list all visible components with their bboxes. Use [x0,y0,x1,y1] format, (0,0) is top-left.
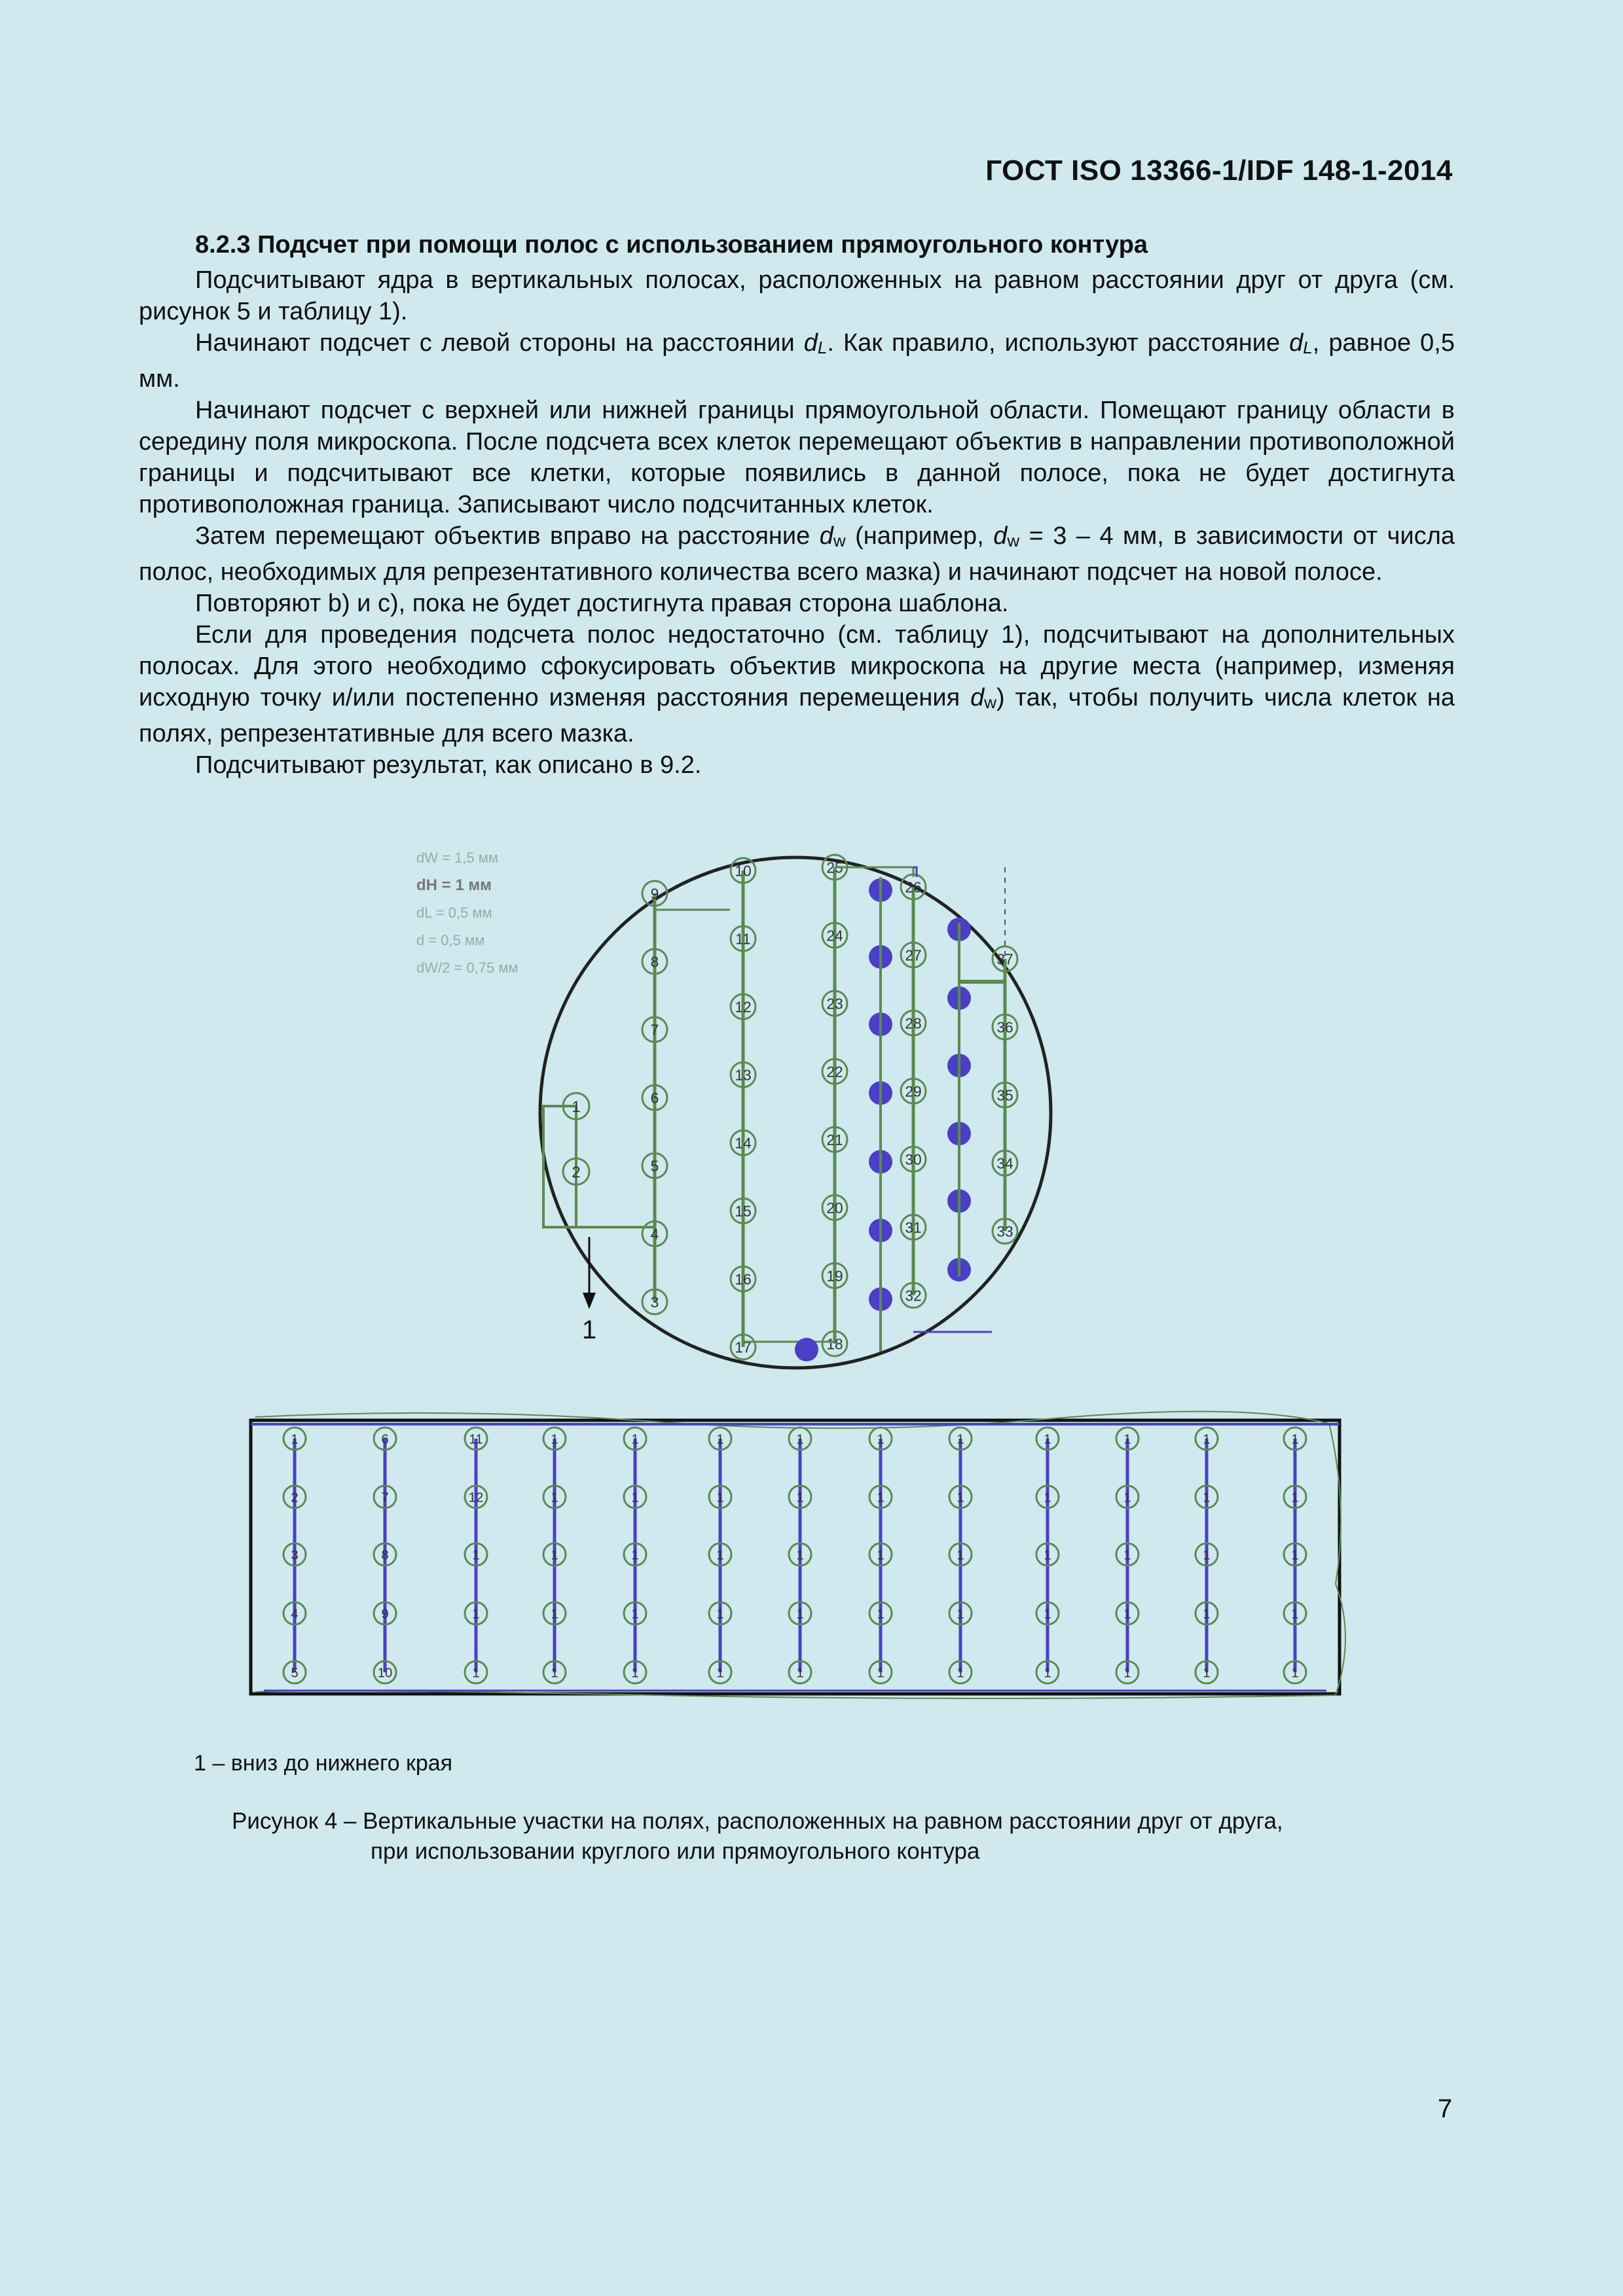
p4-symbol: d [819,522,833,550]
section-title: 8.2.3 Подсчет при помощи полос с использованием прямоугольного контура [195,231,1148,259]
circle-marker-12-label: 12 [735,998,752,1016]
rect-marker-3-3-label: 1 [472,1548,480,1563]
rect-marker-1-3-label: 3 [291,1548,299,1563]
rect-marker-8-2-label: 1 [877,1490,884,1505]
circle-marker-5-label: 5 [650,1157,659,1175]
rect-marker-9-1-label: 1 [957,1432,964,1447]
legend-item: dH = 1 мм [416,876,492,894]
circle-marker-25-label: 25 [826,859,843,876]
rect-marker-13-2-label: 1 [1291,1490,1299,1505]
circle-marker-8-label: 8 [650,953,659,971]
rect-marker-10-1-label: 1 [1044,1432,1051,1447]
rect-marker-7-2-label: 1 [796,1490,804,1505]
circle-marker-10-label: 10 [735,862,752,880]
rect-marker-3-5-label: 1 [472,1666,480,1681]
rect-marker-4-1-label: 1 [551,1432,558,1447]
rect-marker-10-5-label: 1 [1044,1666,1051,1681]
p2-symbol-2: d [1289,329,1304,357]
microscope-field-circle [540,857,1051,1368]
p2-text-c: , равное 0,5 мм. [139,329,1455,393]
rect-marker-13-5-label: 1 [1291,1666,1299,1681]
paragraph-5: Повторяют b) и c), пока не будет достигнута правая сторона шаблона. [195,590,1009,617]
circle-marker-23-label: 23 [826,995,843,1013]
rect-marker-6-1-label: 1 [716,1432,724,1447]
rect-marker-10-4-label: 1 [1044,1607,1051,1622]
arrow-down-head [583,1293,596,1309]
circle-marker-36-label: 36 [996,1018,1013,1036]
rect-marker-3-2-label: 12 [468,1490,484,1505]
rect-marker-8-4-label: 1 [877,1607,884,1622]
figure-caption [232,1806,1283,1867]
circle-marker-2-label: 2 [572,1164,581,1181]
circle-marker-4-label: 4 [650,1225,659,1243]
rect-marker-5-3-label: 1 [631,1548,639,1563]
p4-subscript: w [833,531,846,550]
arrow-label: 1 [581,1316,597,1344]
legend-item: dL = 0,5 мм [416,905,492,921]
circle-marker-30-label: 30 [905,1151,922,1168]
rect-marker-4-5-label: 1 [551,1666,558,1681]
circle-marker-7-label: 7 [650,1021,659,1039]
paragraph-7: Подсчитывают результат, как описано в 9.2. [195,751,702,779]
rect-marker-5-4-label: 1 [631,1607,639,1622]
p4-text-a: Затем перемещают объектив вправо на расстояние [195,522,820,550]
rect-marker-7-1-label: 1 [796,1432,804,1447]
rect-marker-9-2-label: 1 [957,1490,964,1505]
rect-marker-8-5-label: 1 [877,1666,884,1681]
page-number: 7 [1438,2094,1453,2123]
circle-marker-11-label: 11 [735,930,751,948]
rect-marker-7-4-label: 1 [796,1607,804,1622]
p2-subscript-2: L [1303,338,1313,357]
p2-text-b: . Как правило, используют расстояние [827,329,1290,357]
rect-marker-4-4-label: 1 [551,1607,558,1622]
p6-symbol: d [970,684,985,711]
rect-marker-12-3-label: 1 [1203,1548,1211,1563]
circle-marker-13-label: 13 [735,1066,752,1084]
circle-marker-1-label: 1 [572,1098,581,1116]
rect-marker-12-2-label: 1 [1203,1490,1211,1505]
rect-marker-2-4-label: 9 [381,1607,389,1622]
circle-marker-26-label: 26 [905,878,922,896]
circle-marker-19-label: 19 [826,1267,843,1285]
circle-marker-37-label: 37 [996,950,1013,968]
rect-marker-11-1-label: 1 [1123,1432,1131,1447]
rect-marker-6-4-label: 1 [716,1607,724,1622]
rect-marker-8-3-label: 1 [877,1548,884,1563]
circle-marker-32-label: 32 [905,1287,922,1304]
rect-marker-9-3-label: 1 [957,1548,964,1563]
p4-symbol-2: d [993,522,1008,550]
rect-marker-2-3-label: 8 [381,1548,389,1563]
circle-marker-29-label: 29 [905,1083,922,1100]
circle-marker-24-label: 24 [826,927,843,944]
legend-item: d = 0,5 мм [416,932,485,948]
circle-marker-17-label: 17 [735,1338,752,1356]
rect-marker-13-4-label: 1 [1291,1607,1299,1622]
p6-text-a: Если для проведения подсчета полос недостаточно (см. таблицу 1), подсчитывают на дополнительных полосах. Для этого необходимо сфокусировать объектив микроскопа на другие места (например, изменяя исходную точку и/или постепенно изменяя расстояния перемещения [139,621,1455,711]
rect-marker-2-2-label: 7 [381,1490,389,1505]
rectangular-contour [251,1420,1340,1694]
caption-line-2: при использовании круглого или прямоугольного контура [371,1839,980,1864]
p4-subscript-2: w [1007,531,1020,550]
circle-marker-31-label: 31 [905,1219,922,1236]
rect-marker-9-5-label: 1 [957,1666,964,1681]
legend-item: dW/2 = 0,75 мм [416,960,519,976]
rect-marker-5-2-label: 1 [631,1490,639,1505]
rect-marker-11-2-label: 1 [1123,1490,1131,1505]
circle-marker-18-label: 18 [826,1335,843,1353]
circle-marker-34-label: 34 [996,1155,1013,1172]
circle-marker-28-label: 28 [905,1014,922,1032]
rect-marker-11-4-label: 1 [1123,1607,1131,1622]
rect-marker-7-3-label: 1 [796,1548,804,1563]
p2-text-a: Начинают подсчет с левой стороны на расстоянии [195,329,804,357]
rect-marker-7-5-label: 1 [796,1666,804,1681]
rect-marker-1-5-label: 5 [291,1666,299,1681]
figure-note: 1 – вниз до нижнего края [194,1751,453,1776]
rect-marker-2-1-label: 6 [381,1432,389,1447]
circle-marker-9-label: 9 [650,885,659,903]
p6-subscript: w [984,692,997,712]
legend-item: dW = 1,5 мм [416,850,499,866]
paragraph-1: Подсчитывают ядра в вертикальных полосах, расположенных на равном расстоянии друг от друга (см. рисунок 5 и таблицу 1). [139,266,1455,325]
rect-marker-2-5-label: 10 [377,1666,393,1681]
rect-marker-1-1-label: 1 [291,1432,299,1447]
rect-marker-9-4-label: 1 [957,1607,964,1622]
circle-marker-33-label: 33 [996,1223,1013,1240]
p2-symbol: d [803,329,818,357]
circle-marker-22-label: 22 [826,1063,843,1081]
p6-text-b: ) так, чтобы получить числа клеток на полях, репрезентативные для всего мазка. [139,684,1455,747]
rect-marker-6-3-label: 1 [716,1548,724,1563]
circle-marker-21-label: 21 [826,1131,843,1149]
rect-marker-1-4-label: 4 [291,1607,299,1622]
circle-marker-3-label: 3 [650,1293,659,1311]
circle-marker-20-label: 20 [826,1199,843,1217]
circle-marker-27-label: 27 [905,946,922,964]
circle-marker-14-label: 14 [735,1134,752,1152]
rect-marker-11-3-label: 1 [1123,1548,1131,1563]
rect-marker-12-1-label: 1 [1203,1432,1211,1447]
circle-marker-35-label: 35 [996,1086,1013,1104]
rect-marker-13-1-label: 1 [1291,1432,1299,1447]
rect-marker-4-3-label: 1 [551,1548,558,1563]
rect-marker-6-5-label: 1 [716,1666,724,1681]
rect-marker-1-2-label: 2 [291,1490,299,1505]
circle-marker-16-label: 16 [735,1270,752,1288]
p2-subscript: L [817,338,828,357]
rect-marker-13-3-label: 1 [1291,1548,1299,1563]
p4-text-c: = 3 – 4 мм, в зависимости от числа полос, необходимых для репрезентативного количества всего мазка) и начинают подсчет на новой полосе. [139,522,1455,586]
rect-marker-6-2-label: 1 [716,1490,724,1505]
rect-marker-8-1-label: 1 [877,1432,884,1447]
document-header: ГОСТ ISO 13366-1/IDF 148-1-2014 [985,154,1453,187]
rect-marker-3-1-label: 11 [469,1432,483,1447]
circle-marker-15-label: 15 [735,1202,752,1220]
rect-marker-11-5-label: 1 [1123,1666,1131,1681]
rect-marker-12-4-label: 1 [1203,1607,1211,1622]
rect-marker-10-3-label: 1 [1044,1548,1051,1563]
circle-marker-6-label: 6 [650,1089,659,1107]
rect-marker-4-2-label: 1 [551,1490,558,1505]
rect-marker-5-5-label: 1 [631,1666,639,1681]
p4-text-b: (например, [845,522,994,550]
rect-marker-10-2-label: 1 [1044,1490,1051,1505]
rect-marker-5-1-label: 1 [631,1432,639,1447]
particle-dot [795,1338,818,1361]
paragraph-3: Начинают подсчет с верхней или нижней границы прямоугольной области. Помещают границу области в середину поля микроскопа. После подсчета всех клеток перемещают объектив в направлении противоположной границы и подсчитывают все клетки, которые появились в данной полосе, пока не будет достигнута противоположная граница. Записывают число подсчитанных клеток. [139,397,1455,518]
rect-marker-12-5-label: 1 [1203,1666,1211,1681]
caption-line-1: Рисунок 4 – Вертикальные участки на полях, расположенных на равном расстоянии друг от друга, [232,1808,1283,1834]
rect-marker-3-4-label: 1 [472,1607,480,1622]
